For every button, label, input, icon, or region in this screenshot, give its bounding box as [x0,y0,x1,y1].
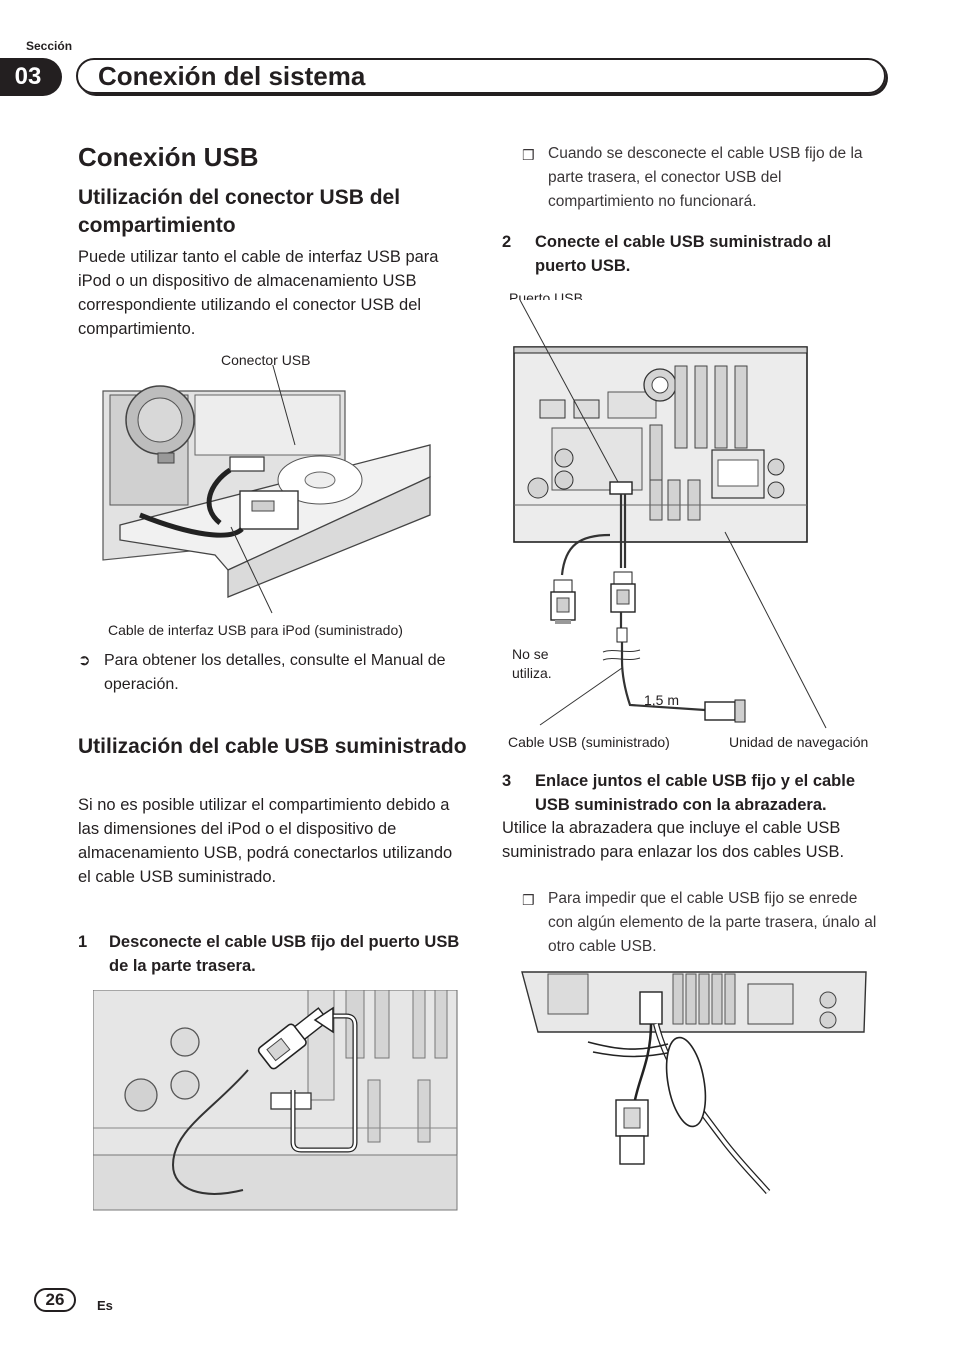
figure-label-usb-port: Puerto USB [509,290,583,306]
figure-label-navigation-unit: Unidad de navegación [729,734,869,750]
note-text: Cuando se desconecte el cable USB fijo de la parte trasera, el conector USB del compartimiento no funcionará. [548,145,863,210]
section-label: Sección [26,39,73,53]
step-text: Desconecte el cable USB fijo del puerto USB de la parte trasera. [109,933,460,975]
step-2 [502,230,886,278]
paragraph-clamp: Utilice la abrazadera que incluye el cable USB suministrado para enlazar los dos cables USB. [502,819,845,861]
step-number: 2 [502,233,512,251]
figure-label-usb-connector: Conector USB [221,352,311,368]
step-number: 1 [78,933,88,951]
arrow-bullet-icon: ➲ [78,652,91,669]
section-title: Conexión del sistema [98,61,366,91]
note-bind-cables [522,887,886,959]
figure-label-not-used-1: No se [512,646,549,662]
note-text: Para impedir que el cable USB fijo se enrede con algún elemento de la parte trasera, únalo al otro cable USB. [548,890,877,955]
step-number: 3 [502,772,512,790]
bullet-text: Para obtener los detalles, consulte el Manual de operación. [104,652,446,693]
step-text: Enlace juntos el cable USB fijo y el cable USB suministrado con la abrazadera. [535,772,856,814]
figure-label-length: 1,5 m [644,692,680,708]
page-number: 26 [34,1288,76,1312]
note-box-icon: ❒ [522,147,535,163]
paragraph-supplied-cable: Si no es posible utilizar el compartimiento debido a las dimensiones del iPod o el dispositivo de almacenamiento USB, podrá conectarlos utilizando el cable USB suministrado. [78,796,453,886]
note-box-icon: ❒ [522,892,535,908]
figure-label-supplied-cable: Cable USB (suministrado) [508,734,670,750]
figure-label-not-used-2: utiliza. [512,665,552,681]
language-code: Es [97,1298,113,1313]
subheading-supplied-cable: Utilización del cable USB suministrado [78,735,467,758]
page-title: Conexión USB [78,142,259,172]
subheading-compartment-usb: Utilización del conector USB del compartimiento [78,186,401,237]
step-3 [502,769,892,817]
disconnect-usb-figure [93,990,458,1212]
compartment-usb-figure [100,365,440,625]
step-text: Conecte el cable USB suministrado al puerto USB. [535,233,832,275]
clamp-cables-figure [518,970,868,1195]
bullet-see-manual [78,649,454,697]
figure-label-ipod-cable: Cable de interfaz USB para iPod (suministrado) [108,622,403,638]
section-number: 03 [0,58,62,96]
rear-panel-usb-figure [500,300,890,740]
step-1 [78,930,463,978]
paragraph-compartment-usb: Puede utilizar tanto el cable de interfaz USB para iPod o un dispositivo de almacenamiento USB correspondiente utilizando el conector USB del compartimiento. [78,248,439,338]
note-compartment-disabled [522,142,886,214]
